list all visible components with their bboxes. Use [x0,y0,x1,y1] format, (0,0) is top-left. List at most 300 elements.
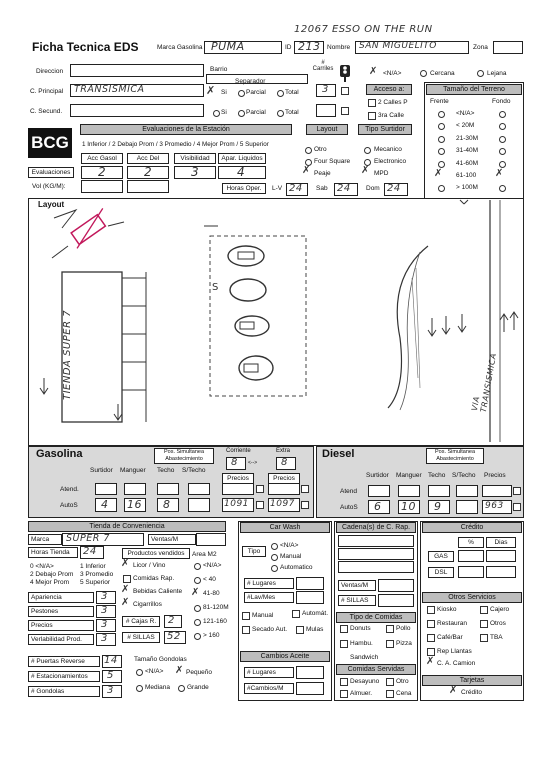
vol-field-1[interactable] [81,180,123,193]
comida-pizza: Pizza [396,640,412,647]
acc-gasol-field[interactable] [81,166,123,179]
cercana-label: Cercana [430,70,455,77]
comida-pollo: Pollo [396,625,411,632]
desayuno-check[interactable] [340,678,348,686]
carriles-check-2[interactable] [341,107,349,115]
credito-pct-header: % [458,537,484,548]
secado-label: Secado Aut. [252,626,288,633]
servicio-otros: Otros [490,620,506,627]
terreno-frente-option[interactable] [438,111,445,118]
layout-peaje-label: Peaje [314,170,331,177]
area-81-120: 81-120M [203,604,229,611]
apar-liquidos-field[interactable] [218,166,266,179]
total-label-2: Total [285,109,299,116]
layout-otro-radio[interactable] [305,147,312,154]
cadena-field-2[interactable] [338,548,414,560]
tamano-mediana-radio[interactable] [136,685,143,692]
carwash-lugares-label: # Lugares [244,578,294,589]
total-radio-2[interactable] [277,110,284,117]
tamano-pequeno: Pequeño [186,669,213,676]
apar-liquidos-value: 4 [237,165,246,179]
zona-field[interactable] [493,41,523,54]
pump-s-label: S [212,282,219,293]
peaje-mark-icon: ✗ [302,165,311,176]
cadena-field-3[interactable] [338,561,414,573]
tba-check[interactable] [480,634,488,642]
productos-header: Productos vendidos [122,548,190,559]
gasolina-precio-extra: 1097 [270,499,295,509]
terreno-fondo-option[interactable] [499,111,506,118]
tipo-comidas-header: Tipo de Comidas [336,612,416,623]
terreno-fondo-option[interactable] [499,136,506,143]
gasolina-col-techo: Techo [157,467,175,474]
layout-options-header: Layout [306,124,348,135]
kiosko-check[interactable] [427,606,435,614]
gondolas-field[interactable] [102,685,122,698]
carwash-na: <N/A> [280,542,299,549]
visibilidad-field[interactable] [174,166,216,179]
diesel-autos-surtidor-value: 6 [374,500,382,513]
pestones-field[interactable] [96,605,116,618]
automat-check[interactable] [292,610,300,618]
corriente-label: Corriente [226,448,251,454]
parcial-radio-1[interactable] [238,90,245,97]
gasolina-title: Gasolina [36,448,83,460]
tamano-na-radio[interactable] [136,669,143,676]
gasolina-atend-surtidor[interactable] [95,483,117,495]
diesel-atend-techo[interactable] [428,485,450,497]
tienda-marca-label: Marca [28,534,62,545]
otros-servicios-header: Otros Servicios [422,592,522,603]
lv-field[interactable] [286,183,308,196]
tarjeta-credito: Crédito [461,689,482,696]
terreno-fondo-option[interactable] [499,161,506,168]
c-secund-field[interactable] [70,104,204,117]
gasolina-autos-check-2[interactable] [301,501,309,509]
separador-label: Separador [235,78,266,85]
servicio-tba: TBA [490,634,503,641]
horas-tienda-value: 24 [83,546,97,557]
tienda-scale-1: 0 <N/A> [30,563,54,570]
tamano-grande-radio[interactable] [178,685,185,692]
terreno-header: Tamaño del Terreno [426,84,522,95]
terreno-frente-option[interactable] [438,161,445,168]
carwash-manual-radio[interactable] [271,554,278,561]
gasolina-autos-manguer[interactable] [124,498,146,512]
servida-desayuno: Desayuno [350,678,380,685]
cadena-sillas-field[interactable] [378,594,414,607]
direccion-field[interactable] [70,64,204,77]
si-label-1: Si [221,89,227,96]
terreno-frente-option[interactable] [438,136,445,143]
diesel-col-stecho: S/Techo [452,472,476,479]
automat-label: Automát. [302,610,329,617]
credito-dsl-pct[interactable] [458,566,484,578]
credito-dsl-dias[interactable] [486,566,516,578]
gasolina-atend-label: Atend. [60,486,79,493]
tienda-sillas-label: # SILLAS [122,632,160,643]
gondolas-value: 3 [107,685,114,696]
dom-value: 24 [387,183,401,194]
tienda-marca-field[interactable] [62,533,144,546]
mulas-label: Mulas [306,626,324,633]
terreno-frente-option[interactable]: ✗ [434,168,443,179]
c-secund-label: C. Secund. [30,108,63,115]
corriente-value: 8 [231,457,238,468]
hambu-check[interactable] [340,640,348,648]
manual-label: Manual [252,612,274,619]
terreno-option-label: 21-30M [456,134,479,142]
gasolina-precio-corriente-field[interactable] [222,498,254,512]
tienda-header: Tienda de Conveniencia [28,521,226,532]
puertas-label: # Puertas Reverse [28,656,100,667]
carwash-tipo-label: Tipo [242,546,266,557]
parcial-radio-2[interactable] [238,110,245,117]
area-lt40-radio[interactable] [194,577,201,584]
layout-drawing-label: Layout [38,200,65,209]
corriente-extra-arrow: <--> [248,460,258,466]
nombre-value: SAN MIGUELITO [359,41,437,51]
area-na-radio[interactable] [194,563,201,570]
servida-otro: Otro [396,678,409,685]
visibilidad-header: Visibilidad [174,153,216,164]
rep-llantas-check[interactable] [427,648,435,656]
donuts-check[interactable] [340,625,348,633]
carwash-automatico-radio[interactable] [271,565,278,572]
surtidor-mecanico-radio[interactable] [364,147,371,154]
dom-field[interactable] [384,183,408,196]
gasolina-atend-precio-2[interactable] [268,483,300,495]
terreno-fondo-option[interactable]: ✗ [495,168,504,179]
diesel-precio: 963 [485,501,504,511]
layout-otro-label: Otro [314,146,327,153]
apariencia-value: 3 [101,591,108,602]
otro-check[interactable] [386,678,394,686]
estacionamientos-field[interactable] [102,670,122,683]
extra-label: Extra [276,448,291,454]
carriles-check-1[interactable] [341,87,349,95]
bcg-logo: BCG [28,128,72,158]
horas-tienda-label: Horas Tienda [28,547,78,558]
na-mark-icon: ✗ [369,66,378,77]
gasolina-col-stecho: S/Techo [182,467,206,474]
marca-gasolina-value: PUMA [211,40,245,53]
carwash-lugares-field[interactable] [296,577,324,590]
id-value: 213 [298,40,321,53]
comida-donuts: Donuts [350,625,371,632]
carwash-manual: Manual [280,553,302,560]
cambios-mes-label: #Cambios/M [244,683,294,694]
tamano-na: <N/A> [145,668,164,675]
diesel-autos-surtidor[interactable] [368,500,390,514]
cambios-mes-field[interactable] [296,682,324,695]
comidas-rap-check[interactable] [123,575,131,583]
gasolina-autos-surtidor-value: 4 [101,498,109,511]
area-header: Area M2 [192,551,217,558]
pollo-check[interactable] [386,625,394,633]
acc-gasol-header: Acc Gasol [81,153,123,164]
total-radio-1[interactable] [277,90,284,97]
almuer-check[interactable] [340,690,348,698]
si-radio-2[interactable] [213,110,220,117]
lv-value: 24 [289,183,303,194]
extra-field[interactable] [276,457,296,470]
diesel-col-surtidor: Surtidor [366,472,389,479]
area-na: <N/A> [203,562,222,569]
terreno-option-label: > 100M [456,184,478,192]
tienda-scale-2: 1 Inferior [80,563,106,570]
acc-del-value: 2 [144,165,153,179]
na-proximity-label: <N/A> [383,70,402,77]
servicio-rep-llantas: Rep Llantas [437,648,472,655]
tamano-mediana: Mediana [145,684,170,691]
gasolina-pos-sim: Pos. Simultanea Abastecimiento [154,448,214,464]
carwash-na-radio[interactable] [271,543,278,550]
apariencia-field[interactable] [96,591,116,604]
dom-label: Dom [366,185,380,192]
diesel-autos-manguer[interactable] [398,500,420,514]
diesel-autos-label: AutoS [340,504,358,511]
diesel-atend-label: Atend [340,488,357,495]
frente-label: Frente [430,98,449,105]
pestones-value: 3 [101,605,108,616]
diesel-col-manguer: Manguer [396,472,422,479]
evaluaciones-scale: 1 Inferior / 2 Debajo Prom / 3 Promedio / 4 Mejor Prom / 5 Superior [82,141,269,148]
carwash-lav-field[interactable] [296,591,324,604]
secado-check[interactable] [242,626,250,634]
evaluaciones-row-label: Evaluaciones [28,167,74,178]
cigarrillos-mark-icon: ✗ [121,597,130,608]
diesel-pos-sim: Pos. Simultanea Abastecimiento [426,448,484,464]
manual-check[interactable] [242,612,250,620]
vol-label: Vol (KG/M): [32,183,66,190]
surtidor-mpd-label: MPD [374,170,389,177]
cajas-value: 2 [168,615,175,626]
c-principal-field[interactable] [70,84,204,97]
tarjetas-header: Tarjetas [422,675,522,686]
gasolina-precio-extra-field[interactable] [268,498,300,512]
diesel-atend-check[interactable] [513,487,521,495]
credito-mark-icon: ✗ [449,685,458,696]
cajas-label: # Cajas R. [122,616,160,627]
apar-liquidos-header: Apar. Liquidos [218,153,266,164]
horas-tienda-field[interactable] [80,546,104,559]
tercera-calle-label: 3ra Calle [378,112,405,119]
extra-value: 8 [281,457,288,468]
servicio-cafe: Café/Bar [437,634,463,641]
calles-p-label: 2 Calles P [378,99,408,106]
diesel-autos-techo-value: 9 [434,500,442,513]
diesel-atend-surtidor[interactable] [368,485,390,497]
carriles-field-2[interactable] [316,104,336,117]
acc-del-field[interactable] [127,166,169,179]
credito-gas-label: GAS [428,551,454,562]
area-gt160: > 160 [203,632,220,639]
terreno-option-label: < 20M [456,122,475,130]
area-81-120-radio[interactable] [194,605,201,612]
tienda-marca-value: SUPER 7 [66,533,110,544]
verlabilidad-label: Verlabilidad Prod. [28,634,94,645]
parcial-label-2: Parcial [246,109,266,116]
gasolina-precio-corriente: 1091 [224,499,249,509]
diesel-atend-stecho[interactable] [456,485,478,497]
gasolina-atend-precio-1[interactable] [222,483,254,495]
gasolina-autos-check-1[interactable] [256,501,264,509]
producto-comidas: Comidas Rap. [133,575,175,582]
diesel-col-precios: Precios [484,472,506,479]
top-handwritten-note: 12067 ESSO ON THE RUN [294,24,433,35]
producto-cigarrillos: Cigarrillos [133,601,162,608]
calles-p-check[interactable] [368,99,376,107]
carriles-label: # Carriles [312,60,334,72]
area-41-80-mark-icon: ✗ [191,587,200,598]
tienda-ventas-label: Ventas/M [148,534,196,545]
pizza-check[interactable] [386,640,394,648]
servida-cena: Cena [396,690,412,697]
area-121-160: 121-160 [203,618,227,625]
carwash-header: Car Wash [240,522,330,533]
tienda-sillas-field[interactable] [164,631,186,644]
nombre-label: Nombre [327,44,351,51]
servida-almuer: Almuer. [350,690,373,697]
via-drawing-label: VIA TRANSISMICA [470,352,499,414]
area-lt40: < 40 [203,576,216,583]
gasolina-atend-manguer[interactable] [124,483,146,495]
id-label: ID [285,44,292,51]
pequeno-mark-icon: ✗ [175,665,184,676]
apariencia-label: Apariencia [28,592,94,603]
gasolina-autos-surtidor[interactable] [95,498,117,512]
estacionamientos-value: 5 [107,670,114,681]
gasolina-autos-techo-value: 8 [163,498,171,511]
traffic-light-icon [338,64,352,82]
page-title: Ficha Tecnica EDS [32,40,139,54]
surtidor-mecanico-label: Mecanico [374,146,402,153]
sab-value: 24 [337,183,351,194]
precios-value: 3 [101,619,108,630]
acc-del-header: Acc Del [127,153,169,164]
tienda-ventas-field[interactable] [196,533,226,546]
gasolina-atend-check-2[interactable] [301,485,309,493]
gasolina-precios-1: Precios [222,473,254,484]
layout-four-square-label: Four Square [314,158,351,165]
producto-licor: Licor / Vino [133,562,166,569]
bebidas-mark-icon: ✗ [121,584,130,595]
tienda-scale-4: 3 Promedio [80,571,114,578]
carriles-field-1[interactable] [316,84,336,97]
sab-field[interactable] [334,183,358,196]
cena-check[interactable] [386,690,394,698]
si-mark-icon: ✗ [206,84,216,97]
cajas-field[interactable] [164,615,182,628]
cercana-radio[interactable] [420,70,427,77]
terreno-option-label: 41-60M [456,159,479,167]
cadena-ventas-field[interactable] [378,579,414,592]
cadena-field-1[interactable] [338,535,414,547]
cafe-check[interactable] [427,634,435,642]
corriente-field[interactable] [226,457,246,470]
id-field[interactable] [294,41,324,54]
gasolina-autos-techo[interactable] [157,498,179,512]
tercera-calle-check[interactable] [368,112,376,120]
surtidor-options-header: Tipo Surtidor [358,124,412,135]
area-gt160-radio[interactable] [194,633,201,640]
comida-sandwich: Sandwich [350,654,379,661]
c-principal-label: C. Principal [30,88,64,95]
gasolina-atend-check-1[interactable] [256,485,264,493]
cajero-check[interactable] [480,606,488,614]
area-121-160-radio[interactable] [194,619,201,626]
gasolina-atend-stecho[interactable] [188,483,210,495]
diesel-autos-stecho[interactable] [456,500,478,514]
diesel-autos-check[interactable] [513,503,521,511]
acceso-header: Acceso a: [366,84,412,95]
gasolina-col-manguer: Manguer [120,467,146,474]
direccion-label: Direccion [36,68,64,75]
diesel-atend-manguer[interactable] [398,485,420,497]
gasolina-precios-2: Precios [268,473,300,484]
precios-label: Precios [28,620,94,631]
cadena-ventas-label: Ventas/M [338,580,376,591]
gasolina-atend-techo[interactable] [157,483,179,495]
gasolina-autos-label: AutoS [60,502,78,509]
servicio-camion: C. A. Camion [437,660,476,667]
credito-dsl-label: DSL [428,567,454,578]
cadena-sillas-label: # SILLAS [338,595,376,606]
lejana-label: Lejana [487,70,507,77]
tienda-scale-3: 2 Debajo Prom [30,571,74,578]
horas-oper-label: Horas Oper. [222,183,266,194]
puertas-value: 14 [104,655,118,666]
gasolina-col-surtidor: Surtidor [90,467,113,474]
vol-field-2[interactable] [127,180,169,193]
camion-mark-icon: ✗ [426,656,435,667]
credito-gas-dias[interactable] [486,550,516,562]
diesel-col-techo: Techo [428,472,446,479]
gasolina-autos-stecho[interactable] [188,498,210,512]
credito-header: Crédito [422,522,522,533]
tienda-scale-5: 4 Mejor Prom [30,579,70,586]
nombre-field[interactable] [355,41,469,54]
carwash-automatico: Automatico [280,564,313,571]
diesel-precio-field[interactable] [482,500,512,514]
otros-check[interactable] [480,620,488,628]
carwash-lav-label: #Lav/Mes [244,592,294,603]
lv-label: L-V [272,185,283,192]
credito-gas-pct[interactable] [458,550,484,562]
restauran-check[interactable] [427,620,435,628]
mulas-check[interactable] [296,626,304,634]
diesel-title: Diesel [322,448,355,460]
lejana-radio[interactable] [477,70,484,77]
visibilidad-value: 3 [191,165,200,179]
licor-mark-icon: ✗ [121,558,130,569]
diesel-autos-techo[interactable] [428,500,450,514]
comida-hambu: Hambu. [350,640,373,647]
precios-field[interactable] [96,619,116,632]
servicio-cajero: Cajero [490,606,510,613]
fondo-label: Fondo [492,98,511,105]
tienda-sillas-value: 52 [167,631,181,642]
diesel-atend-precio[interactable] [482,485,512,497]
estacionamientos-label: # Estacionamientos [28,671,100,682]
cambios-header: Cambios Aceite [240,651,330,662]
marca-gasolina-field[interactable] [204,41,282,54]
verlabilidad-field[interactable] [96,633,116,646]
cambios-lugares-field[interactable] [296,666,324,679]
puertas-field[interactable] [102,655,122,668]
producto-bebidas: Bebidas Caliente [133,588,183,595]
